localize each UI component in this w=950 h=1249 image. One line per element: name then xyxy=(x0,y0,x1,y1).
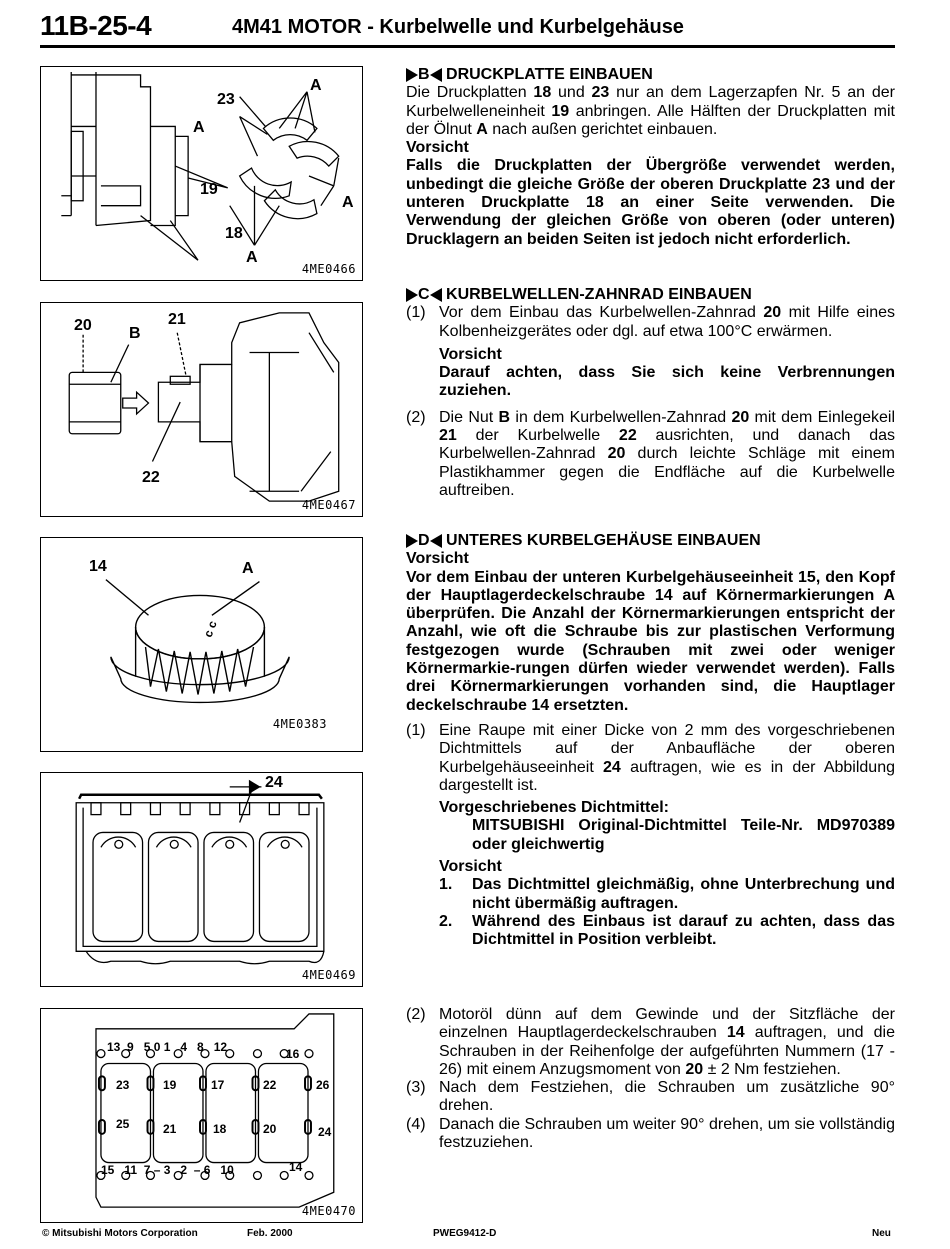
header-rule xyxy=(40,45,895,48)
section-b-paragraph: Die Druckplatten 18 und 23 nur an dem Lagerzapfen Nr. 5 an der Kurbelwelleneinheit 19 anbringen. Alle Hälften der Druckplatten mit der Ölnut A nach außen gerichtet einbauen. xyxy=(406,84,895,138)
sealant-value: MITSUBISHI Original-Dichtmittel Teile-Nr. MD970389 oder gleichwertig xyxy=(472,817,895,853)
sequence-row-bottom: 15 11 7 – 3 2 – 6 10 xyxy=(101,1163,234,1177)
label-20: 20 xyxy=(74,317,92,334)
label-a: A xyxy=(193,119,205,136)
label-a: A xyxy=(242,560,254,577)
figure-code: 4ME0466 xyxy=(301,262,356,276)
section-d-heading xyxy=(406,532,895,550)
label-24: 24 xyxy=(318,1125,332,1139)
footer-date: Feb. 2000 xyxy=(247,1228,293,1239)
sealant-label: Vorgeschriebenes Dichtmittel: xyxy=(439,799,669,817)
label-23: 23 xyxy=(116,1078,130,1092)
page-number: 11B-25-4 xyxy=(40,10,152,41)
section-letter: D xyxy=(418,532,430,549)
section-letter: B xyxy=(418,66,430,83)
arrow-left-icon xyxy=(430,288,442,302)
label-18: 18 xyxy=(213,1122,227,1136)
caution-text: Vor dem Einbau der unteren Kurbelgehäuseeinheit 15, den Kopf der Hauptlagerdeckelschraube 14 auf Körnermarkierungen A überprüfen. Die Anzahl der Körnermarkierungen entspricht der Anzahl, wie oft die Schraube bis zur plastischen Verformung festgezogen wurde (Schrauben mit zwei oder weniger Körnermarkie-rungen dürfen wieder verwendet werden). Falls drei Körnermarkierungen vorhanden sind, die Hauptlager deckelschraube 14 ersetzten. xyxy=(406,568,895,714)
label-16: 16 xyxy=(286,1047,300,1061)
figure-thrust-plates xyxy=(40,66,363,281)
label-19: 19 xyxy=(163,1078,177,1092)
footer-doc-number: PWEG9412-D xyxy=(433,1228,497,1239)
figure-code: 4ME0469 xyxy=(301,968,356,982)
arrow-right-icon xyxy=(406,288,418,302)
caution-label: Vorsicht xyxy=(406,550,469,568)
footer-copyright: © Mitsubishi Motors Corporation xyxy=(42,1228,198,1239)
figure-bolt-head xyxy=(40,537,363,752)
caution-label: Vorsicht xyxy=(439,345,502,363)
label-22: 22 xyxy=(263,1078,277,1092)
sealant-bead-drawing xyxy=(41,773,362,986)
section-c xyxy=(406,286,895,500)
svg-text:c c: c c xyxy=(200,618,220,640)
footer-status: Neu xyxy=(872,1228,891,1239)
list-item: (2) Die Nut B in dem Kurbelwellen-Zahnrad 20 mit dem Einlegekeil 21 der Kurbelwelle 22 ausrichten, und danach das Kurbelwellen-Zahnrad 20 durch leichte Schläge mit einem Plastikhammer gegen die Endfläche auf die Kurbelwelle auftreiben. xyxy=(406,408,896,499)
label-b: B xyxy=(129,325,141,342)
section-d xyxy=(406,532,895,950)
caution-item: 1. Das Dichtmittel gleichmäßig, ohne Unterbrechung und nicht übermäßig auftragen. xyxy=(439,876,895,912)
label-21: 21 xyxy=(163,1122,177,1136)
list-item: (1) Eine Raupe mit einer Dicke von 2 mm des vorgeschriebenen Dichtmittels auf der Anbaufläche der oberen Kurbelgehäuseeinheit 24 auftragen, wie es in der Abbildung dargestellt ist. Vorgeschriebenes Dichtmittel: MITSUBISHI Original-Dichtmittel Teile-Nr. MD970389 oder gleichwertig Vorsicht 1. Das Dichtmittel gleichmäßig, ohne Unterbrechung und nicht übermäßig auftragen. 2. Während des Einbaus ist darauf zu achten, dass das Dichtmittel in Position verbleibt. xyxy=(406,721,896,949)
label-19: 19 xyxy=(200,181,218,198)
section-b-heading xyxy=(406,66,895,84)
label-17: 17 xyxy=(211,1078,225,1092)
label-a: A xyxy=(342,194,354,211)
label-a: A xyxy=(246,249,258,266)
label-18: 18 xyxy=(225,225,243,242)
figure-code: 4ME0470 xyxy=(301,1204,356,1218)
thrust-plates-drawing xyxy=(41,67,362,280)
section-title: KURBELWELLEN-ZAHNRAD EINBAUEN xyxy=(446,286,752,303)
label-22: 22 xyxy=(142,469,160,486)
section-b xyxy=(406,66,895,249)
section-letter: C xyxy=(418,286,430,303)
section-c-heading xyxy=(406,286,895,304)
caution-text: Darauf achten, dass Sie sich keine Verbrennungen zuziehen. xyxy=(439,364,895,400)
list-item: (3) Nach dem Festziehen, die Schrauben um zusätzliche 90° drehen. xyxy=(406,1079,895,1115)
section-d-continued xyxy=(406,1006,895,1152)
arrow-right-icon xyxy=(406,68,418,82)
label-a: A xyxy=(310,77,322,94)
figure-code: 4ME0467 xyxy=(301,498,356,512)
label-25: 25 xyxy=(116,1117,130,1131)
label-21: 21 xyxy=(168,311,186,328)
figure-sealant-bead xyxy=(40,772,363,987)
caution-label: Vorsicht xyxy=(406,139,469,157)
figure-crankshaft-gear xyxy=(40,302,363,517)
section-title: UNTERES KURBELGEHÄUSE EINBAUEN xyxy=(446,532,761,549)
list-item: (1) Vor dem Einbau das Kurbelwellen-Zahnrad 20 mit Hilfe eines Kolbenheizgerätes oder dgl. auf etwa 100°C erwärmen. Vorsicht Darauf achten, dass Sie sich keine Verbrennungen zuziehen. xyxy=(406,304,895,400)
arrow-left-icon xyxy=(430,534,442,548)
figure-code: 4ME0383 xyxy=(272,717,327,731)
label-24: 24 xyxy=(265,774,283,791)
label-14: 14 xyxy=(89,558,107,575)
list-item: (4) Danach die Schrauben um weiter 90° drehen, um sie vollständig festzuziehen. xyxy=(406,1115,895,1152)
arrow-right-icon xyxy=(406,534,418,548)
label-23: 23 xyxy=(217,91,235,108)
label-14: 14 xyxy=(289,1160,303,1174)
label-26: 26 xyxy=(316,1078,330,1092)
page-title: 4M41 MOTOR - Kurbelwelle und Kurbelgehäuse xyxy=(232,16,684,38)
caution-item: 2. Während des Einbaus ist darauf zu achten, dass das Dichtmittel in Position verbleibt. xyxy=(439,912,895,949)
caution-label: Vorsicht xyxy=(439,858,502,876)
list-item: (2) Motoröl dünn auf dem Gewinde und der Sitzfläche der einzelnen Hauptlagerdeckelschrauben 14 auftragen, und die Schrauben in der Reihenfolge der aufgeführten Nummern (17 - 26) mit einem Anzugsmoment von 20 ± 2 Nm festziehen. xyxy=(406,1006,896,1078)
sequence-row-top: 13 9 5 0 1 4 8 12 xyxy=(107,1040,228,1054)
figure-tightening-sequence xyxy=(40,1008,363,1223)
section-title: DRUCKPLATTE EINBAUEN xyxy=(446,66,653,83)
label-20: 20 xyxy=(263,1122,277,1136)
caution-text: Falls die Druckplatten der Übergröße verwendet werden, unbedingt die gleiche Größe der oberen Druckplatte 23 und der unteren Druckplatte 18 an einer Seite verwenden. Die Verwendung der gleichen Größe von oberen (oder unteren) Drucklagern an beiden Seiten ist jedoch nicht erforderlich. xyxy=(406,157,895,248)
arrow-left-icon xyxy=(430,68,442,82)
